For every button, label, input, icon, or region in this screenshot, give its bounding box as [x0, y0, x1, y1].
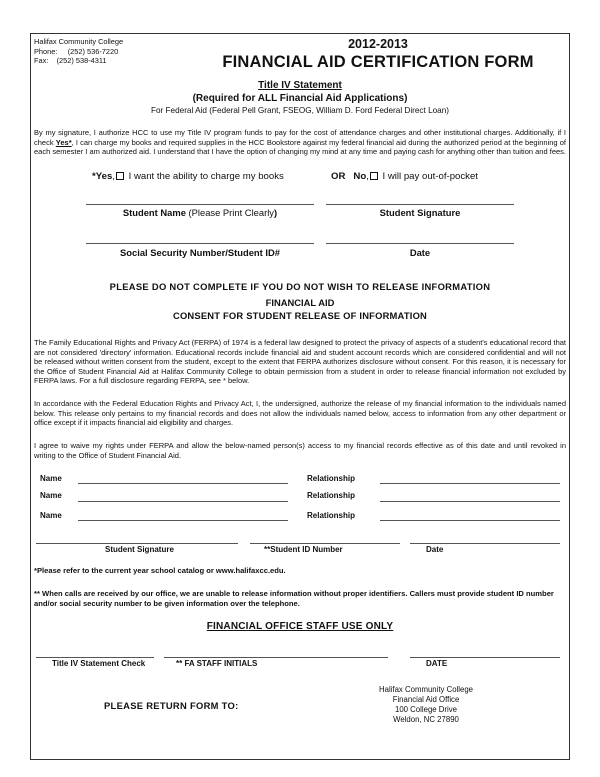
release-name-label-3: Name	[40, 511, 62, 520]
release-relationship-label-2: Relationship	[307, 491, 356, 500]
title-iv-required: (Required for ALL Financial Aid Applications)	[192, 93, 408, 104]
staff-initials-line[interactable]	[164, 657, 388, 658]
student-name-label: Student Name (Please Print Clearly)	[122, 207, 278, 218]
no-option: OR No, I will pay out-of-pocket	[331, 171, 478, 182]
phone-number: Phone: (252) 536-7220	[34, 46, 119, 56]
or-label: OR	[331, 171, 346, 182]
yes-reference: Yes*	[55, 137, 72, 147]
student-signature-line[interactable]	[326, 204, 514, 205]
yes-option-text: I want the ability to charge my books	[125, 171, 284, 182]
date-label: Date	[409, 247, 431, 258]
date-line[interactable]	[326, 243, 514, 244]
release-warning: PLEASE DO NOT COMPLETE IF YOU DO NOT WISH TO RELEASE INFORMATION	[109, 281, 491, 292]
release-name-line-3[interactable]	[78, 520, 288, 521]
fax-number: Fax: (252) 538-4311	[34, 56, 107, 66]
release-relationship-line-3[interactable]	[380, 520, 560, 521]
title-iv-heading: Title IV Statement	[258, 80, 342, 91]
yes-label: *Yes	[92, 171, 113, 182]
no-label: No	[353, 171, 367, 182]
address-line-3: 100 College Drive	[395, 705, 457, 714]
release-name-label-2: Name	[40, 491, 62, 500]
staff-date-line[interactable]	[410, 657, 560, 658]
release-student-id-label: **Student ID Number	[264, 545, 343, 554]
address-line-4: Weldon, NC 27890	[393, 715, 459, 724]
ssn-label: Social Security Number/Student ID#	[120, 247, 280, 258]
financial-aid-heading: FINANCIAL AID	[265, 297, 335, 308]
student-signature-label: Student Signature	[379, 207, 461, 218]
release-date-label: Date	[426, 545, 444, 554]
release-relationship-line-1[interactable]	[380, 483, 560, 484]
ssn-line[interactable]	[86, 243, 314, 244]
address-line-2: Financial Aid Office	[392, 695, 460, 704]
authorization-paragraph: By my signature, I authorize HCC to use my Title IV program funds to pay for the cost of attendance charges and other institutional charges. Additionally, if I check Yes*, I can charge my books and required supplies in the HCC Bookstore against my federal financial aid during the authorized period at the beginning of each semester I am authorized aid. I understand that I have the option of changing my mind at any time and paying cash for anything other than tuition and fees.	[34, 128, 566, 156]
ferpa-paragraph: The Family Educational Rights and Privacy Act (FERPA) of 1974 is a federal law designed to protect the privacy of aspects of a student's educational record that are not considered 'directory' information. Educational records include financial aid and student account records which are considered confidential and will not be released without written consent from the student, except to the extent that FERPA authorizes disclosure without consent. For this reason, it is necessary for the Office of Student Financial Aid at Halifax Community College to obtain permission from a student in order to release financial information not excluded by FERPA laws. For a full disclosure regarding FERPA, see * below.	[34, 338, 566, 385]
title-iv-check-line[interactable]	[36, 657, 154, 658]
consent-heading: CONSENT FOR STUDENT RELEASE OF INFORMATION	[172, 310, 428, 321]
form-year: 2012-2013	[348, 37, 408, 51]
federal-aid-note: For Federal Aid (Federal Pell Grant, FSEOG, William D. Ford Federal Direct Loan)	[150, 106, 450, 115]
waiver-paragraph: I agree to waive my rights under FERPA and allow the below-named person(s) access to my financial records effective as of this date and until revoked in writing to the Office of Student Financial Aid.	[34, 441, 566, 460]
release-date-line[interactable]	[410, 543, 560, 544]
release-name-line-1[interactable]	[78, 483, 288, 484]
title-iv-check-label: Title IV Statement Check	[52, 659, 146, 668]
staff-initials-label: ** FA STAFF INITIALS	[176, 659, 258, 668]
college-name: Halifax Community College	[34, 37, 124, 46]
release-name-line-2[interactable]	[78, 501, 288, 502]
return-address	[366, 685, 486, 725]
return-label: PLEASE RETURN FORM TO:	[104, 700, 239, 711]
catalog-note: *Please refer to the current year school catalog or www.halifaxcc.edu.	[34, 566, 286, 575]
release-signature-label: Student Signature	[105, 545, 174, 554]
page-title: FINANCIAL AID CERTIFICATION FORM	[222, 53, 534, 71]
release-name-label-1: Name	[40, 474, 62, 483]
release-relationship-label-1: Relationship	[307, 474, 356, 483]
authorization-release-paragraph: In accordance with the Federal Education Rights and Privacy Act, I, the undersigned, authorize the release of my financial information to the individuals named below. This release only pertains to my financial records and does not allow the individuals named below, access to information from any other department or office except if it impacts financial aid eligibility and charges.	[34, 399, 566, 427]
no-option-text: I will pay out-of-pocket	[379, 171, 478, 182]
calls-note: ** When calls are received by our office, we are unable to release information without proper identifiers. Callers must provide student ID number and/or social security number to be given information over the telephone.	[34, 589, 554, 608]
staff-heading: FINANCIAL OFFICE STAFF USE ONLY	[206, 621, 394, 632]
yes-option: *Yes, I want the ability to charge my books	[92, 171, 284, 182]
no-checkbox[interactable]	[370, 172, 378, 180]
release-relationship-line-2[interactable]	[380, 501, 560, 502]
student-name-line[interactable]	[86, 204, 314, 205]
release-relationship-label-3: Relationship	[307, 511, 356, 520]
release-signature-line[interactable]	[36, 543, 238, 544]
staff-date-label: DATE	[426, 659, 448, 668]
release-student-id-line[interactable]	[250, 543, 400, 544]
yes-checkbox[interactable]	[116, 172, 124, 180]
address-line-1: Halifax Community College	[378, 685, 474, 694]
